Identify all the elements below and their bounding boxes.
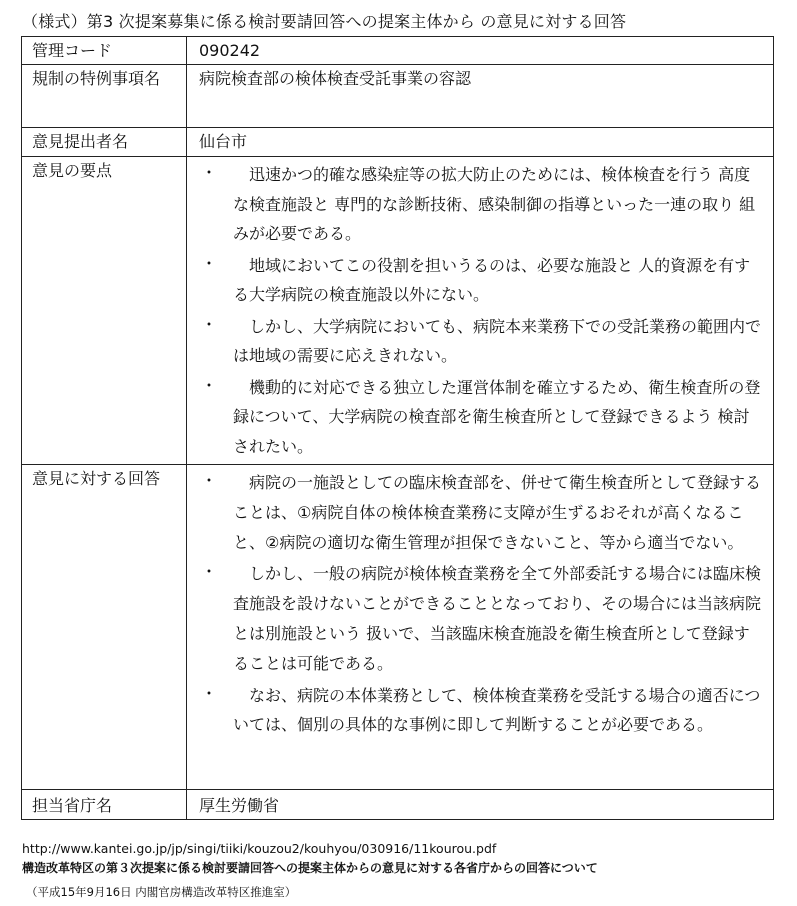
management-code-label: 管理コード [22, 37, 187, 65]
response-list [187, 465, 774, 755]
page-title: （様式）第3 次提案募集に係る検討要請回答への提案主体から の意見に対する回答 [22, 12, 627, 31]
response-label: 意見に対する回答 [22, 465, 187, 755]
source-url: http://www.kantei.go.jp/jp/singi/tiiki/kouzou2/kouhyou/030916/11kourou.pdf [22, 841, 497, 856]
ministry-value: 厚生労働省 [187, 789, 774, 819]
row-response [22, 465, 774, 755]
bullet: ・ [201, 471, 218, 490]
submitter-label: 意見提出者名 [22, 128, 187, 157]
list-item [199, 251, 765, 310]
list-item-text: しかし、一般の病院が検体検査業務を全て外部委託する場合には臨床検査施設を設けないことができることとなっており、その場合には当該病院とは別施設という 扱いで、当該臨床検査施設を衛生検査所として登録することは可能である。 [233, 564, 762, 673]
row-opinion-points [22, 157, 774, 465]
spacer-cell [22, 755, 187, 790]
list-item [199, 373, 765, 462]
list-item-text: なお、病院の本体業務として、検体検査業務を受託する場合の適否については、個別の具体的な事例に即して判断することが必要である。 [233, 685, 761, 735]
response-form-table [21, 36, 774, 820]
row-spacer [22, 755, 774, 790]
list-item [199, 681, 765, 741]
source-date: （平成15年9月16日 内閣官房構造改革特区推進室） [26, 885, 297, 899]
row-ministry [22, 789, 774, 819]
management-code-value: 090242 [187, 37, 774, 65]
list-item [199, 160, 765, 249]
bullet: ・ [201, 314, 218, 334]
row-management-code [22, 37, 774, 65]
list-item-text: しかし、大学病院においても、病院本来業務下での受託業務の範囲内では地域の需要に応えきれない。 [233, 316, 762, 365]
opinion-points-label: 意見の要点 [22, 157, 187, 465]
spacer-cell [187, 755, 774, 790]
bullet: ・ [201, 253, 218, 273]
list-item-text: 機動的に対応できる独立した運営体制を確立するため、衛生検査所の登録について、大学病院の検査部を衛生検査所として登録できるよう 検討されたい。 [233, 377, 761, 456]
list-item [199, 312, 765, 371]
bullet: ・ [201, 163, 218, 182]
opinion-points-list [187, 157, 774, 465]
source-caption: 構造改革特区の第３次提案に係る検討要請回答への提案主体からの意見に対する各省庁からの回答について [22, 861, 598, 875]
row-submitter [22, 128, 774, 157]
regulation-item-label: 規制の特例事項名 [22, 65, 187, 128]
bullet: ・ [201, 375, 218, 395]
list-item-text: 迅速かつ的確な感染症等の拡大防止のためには、検体検査を行う 高度な検査施設と 専門的な診断技術、感染制御の指導といった一連の取り 組みが必要である。 [233, 165, 756, 243]
list-item [199, 559, 765, 678]
regulation-item-value: 病院検査部の検体検査受託事業の容認 [187, 65, 774, 128]
list-item-text: 地域においてこの役割を担いうるのは、必要な施設と 人的資源を有する大学病院の検査施設以外にない。 [233, 255, 751, 304]
list-item [199, 468, 765, 557]
ministry-label: 担当省庁名 [22, 789, 187, 819]
submitter-value: 仙台市 [187, 128, 774, 157]
bullet: ・ [201, 683, 218, 703]
row-regulation-item [22, 65, 774, 128]
list-item-text: 病院の一施設としての臨床検査部を、併せて衛生検査所として登録することは、①病院自体の検体検査業務に支障が生ずるおそれが高くなること、②病院の適切な衛生管理が担保できないこと、等から適当でない。 [233, 473, 762, 552]
bullet: ・ [201, 562, 218, 582]
